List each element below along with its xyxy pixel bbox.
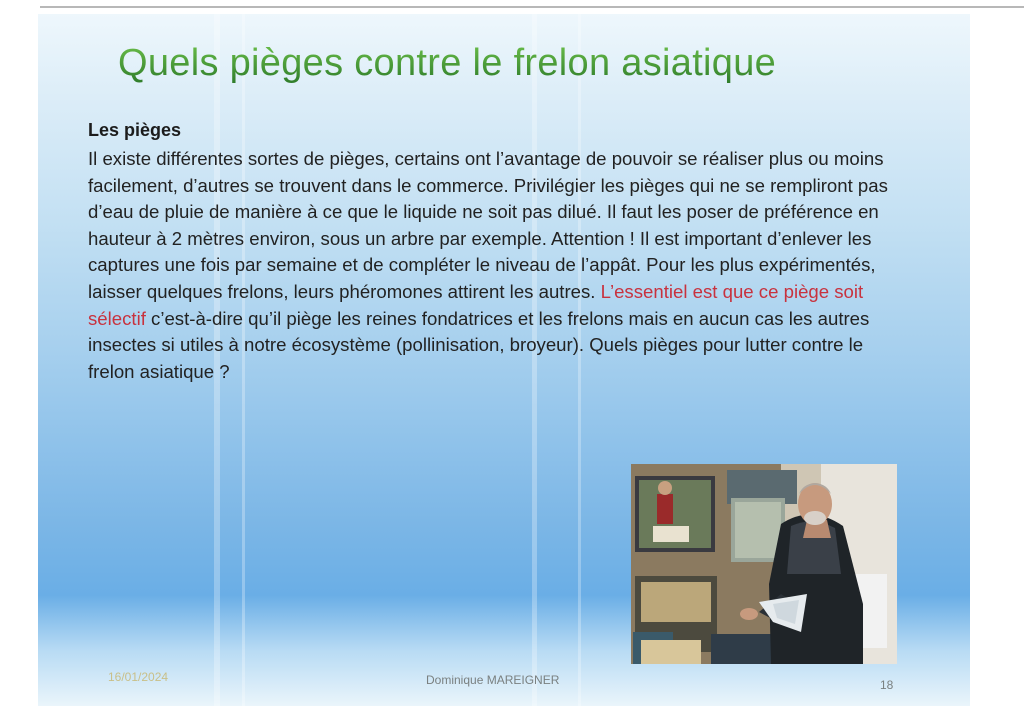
slide (38, 14, 970, 706)
scan-edge-line (40, 6, 1024, 8)
footer-date: 16/01/2024 (108, 670, 169, 684)
highlighted-text: L’essentiel est que ce piège soit sélectif (88, 280, 864, 329)
section-heading: Les pièges (88, 120, 182, 140)
footer-author: Dominique MAREIGNER (426, 673, 560, 687)
paragraph-text: c’est-à-dire qu’il piège les reines fondatrices et les frelons mais en aucun cas les autres insectes si utiles à notre écosystème (pollinisation, broyeur). Quels pièges pour lutter contre le frelon asiatique ? (88, 307, 870, 382)
body-paragraph (88, 146, 908, 385)
slide-title: Quels pièges contre le frelon asiatique (118, 42, 777, 84)
paragraph-text: Il existe différentes sortes de pièges, certains ont l’avantage de pouvoir se réaliser plus ou moins facilement, d’autres se trouvent dans le commerce. Privilégier les pièges qui ne se rempliront pas d’eau de pluie de manière à ce que le liquide ne soit pas dilué. Il faut les poser de préférence en hauteur à 2 mètres environ, sous un arbre par exemple. Attention ! Il est important d’enlever les captures une fois par semaine et de compléter le niveau de l’appât. Pour les plus expérimentés, laisser quelques frelons, leurs phéromones attirent les autres. (88, 148, 888, 302)
presenter-photo (631, 464, 897, 664)
page-number: 18 (880, 678, 894, 692)
presenter-photo-illustration (631, 464, 897, 664)
